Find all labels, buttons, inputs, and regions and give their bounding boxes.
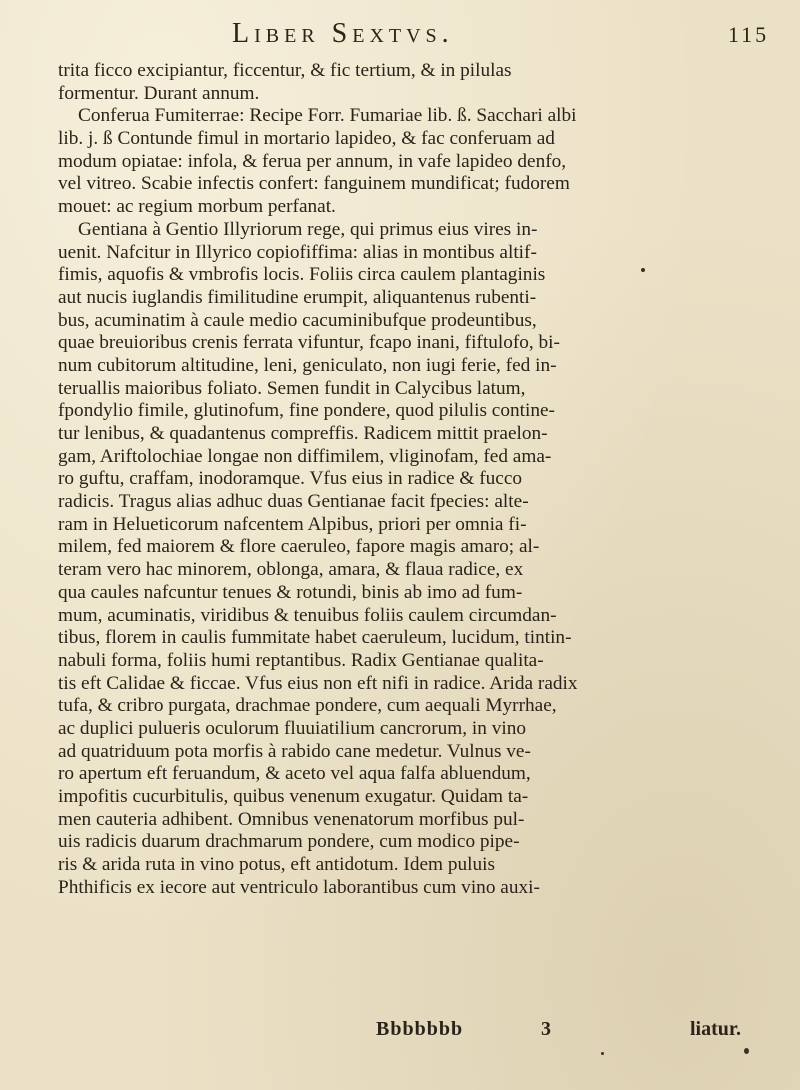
- text-line: fpondylio fimile, glutinofum, fine pondere, quod pilulis contine-: [58, 400, 555, 422]
- text-line: ris & arida ruta in vino potus, eft antidotum. Idem puluis: [58, 854, 495, 876]
- text-line: fimis, aquofis & vmbrofis locis. Foliis circa caulem plantaginis: [58, 264, 546, 286]
- text-line: teruallis maioribus foliato. Semen fundit in Calycibus latum,: [58, 377, 526, 399]
- text-line: mum, acuminatis, viridibus & tenuibus foliis caulem circumdan-: [58, 604, 557, 626]
- text-line: Phthificis ex iecore aut ventriculo laborantibus cum vino auxi-: [58, 876, 540, 898]
- text-line: modum opiatae: infola, & ferua per annum, in vafe lapideo denfo,: [58, 150, 567, 172]
- text-line: Gentiana à Gentio Illyriorum rege, qui primus eius vires in-: [78, 218, 538, 240]
- text-line: teram vero hac minorem, oblonga, amara, & flaua radice, ex: [58, 559, 524, 581]
- signature-number: 3: [541, 1018, 551, 1040]
- text-line: bus, acuminatim à caule medio cacuminibufque prodeuntibus,: [58, 309, 537, 331]
- text-line: ad quatriduum pota morfis à rabido cane medetur. Vulnus ve-: [58, 740, 531, 762]
- text-line: ram in Helueticorum nafcentem Alpibus, priori per omnia fi-: [58, 513, 527, 535]
- catchword: liatur.: [690, 1018, 741, 1040]
- text-line: men cauteria adhibent. Omnibus venenatorum morfibus pul-: [58, 808, 525, 830]
- text-line: quae breuioribus crenis ferrata vifuntur, fcapo inani, fiftulofo, bi-: [58, 332, 560, 354]
- text-line: tis eft Calidae & ficcae. Vfus eius non eft nifi in radice. Arida radix: [58, 672, 578, 694]
- text-line: milem, fed maiorem & flore caeruleo, fapore magis amaro; al-: [58, 536, 540, 558]
- main-text-block: [58, 60, 762, 899]
- text-line: trita ficco excipiantur, ficcentur, & fic tertium, & in pilulas: [58, 60, 512, 81]
- text-line: mouet: ac regium morbum perfanat.: [58, 196, 336, 218]
- page-number: 115: [728, 22, 770, 47]
- text-line: tibus, florem in caulis fummitate habet caeruleum, lucidum, tintin-: [58, 627, 572, 649]
- text-line: radicis. Tragus alias adhuc duas Gentianae facit fpecies: alte-: [58, 491, 529, 513]
- text-line: uis radicis duarum drachmarum pondere, cum modico pipe-: [58, 831, 520, 853]
- text-line: tur lenibus, & quadantenus compreffis. Radicem mittit praelon-: [58, 423, 548, 444]
- text-line: formentur. Durant annum.: [58, 82, 260, 104]
- text-line: ro guftu, craffam, inodoramque. Vfus eius in radice & fucco: [58, 468, 523, 490]
- ink-speck: [641, 268, 645, 272]
- text-line: tufa, & cribro purgata, drachmae pondere, cum aequali Myrrhae,: [58, 695, 557, 717]
- ink-speck: [601, 1052, 604, 1055]
- text-line: lib. j. ß Contunde fimul in mortario lapideo, & fac conferuam ad: [58, 128, 555, 150]
- page-footer: [0, 1018, 800, 1046]
- text-line: nabuli forma, foliis humi reptantibus. Radix Gentianae qualita-: [58, 649, 544, 671]
- text-line: vel vitreo. Scabie infectis confert: fanguinem mundificat; fudorem: [58, 173, 570, 195]
- page-header: [0, 14, 800, 54]
- text-line: impofitis cucurbitulis, quibus venenum exugatur. Quidam ta-: [58, 786, 529, 807]
- text-line: ac duplici pulueris oculorum fluuiatilium cancrorum, in vino: [58, 717, 526, 739]
- text-line: qua caules nafcuntur tenues & rotundi, binis ab imo ad fum-: [58, 581, 523, 603]
- ink-speck: [744, 1048, 749, 1054]
- signature-mark: Bbbbbbb: [376, 1018, 464, 1040]
- text-line: num cubitorum altitudine, leni, geniculato, non iugi ferie, fed in-: [58, 354, 557, 376]
- text-line: gam, Ariftolochiae longae non diffimilem, vliginofam, fed ama-: [58, 445, 552, 467]
- text-line: ro apertum eft feruandum, & aceto vel aqua falfa abluendum,: [58, 763, 531, 785]
- running-title: Liber Sextvs.: [232, 18, 454, 49]
- text-line: aut nucis iuglandis fimilitudine erumpit, aliquantenus rubenti-: [58, 286, 537, 308]
- text-line: uenit. Nafcitur in Illyrico copiofiffima: alias in montibus altif-: [58, 241, 537, 263]
- text-line: Conferua Fumiterrae: Recipe Forr. Fumariae lib. ß. Sacchari albi: [78, 105, 577, 127]
